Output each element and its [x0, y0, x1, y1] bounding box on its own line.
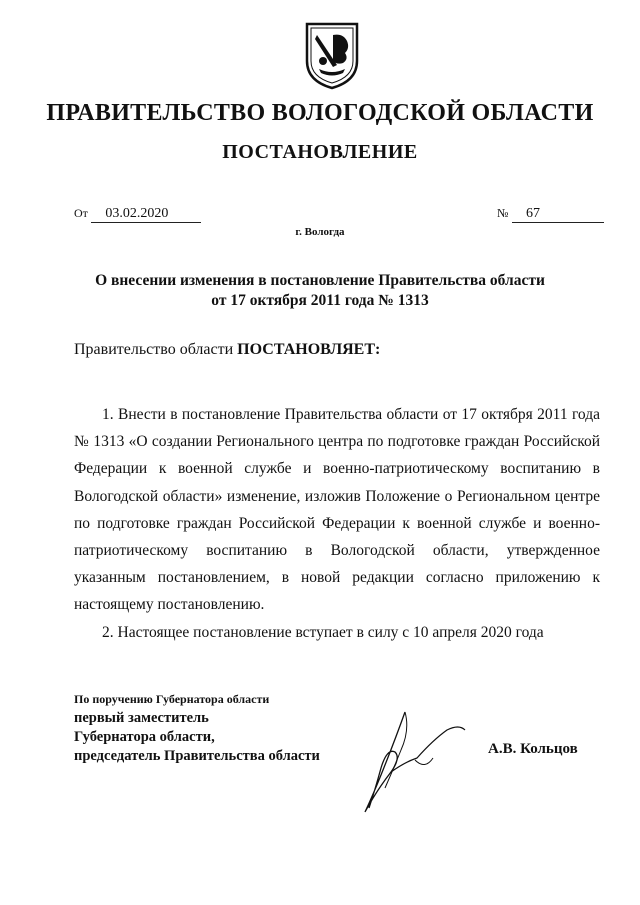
subject-line-1: О внесении изменения в постановление Правительства области	[95, 272, 545, 289]
handwritten-signature-icon	[355, 700, 480, 820]
coat-of-arms-icon	[303, 21, 361, 91]
number-label: №	[497, 206, 509, 220]
subject-heading	[0, 271, 640, 311]
signature-line-4: председатель Правительства области	[74, 748, 320, 764]
signature-line-2: первый заместитель	[74, 710, 209, 726]
document-body	[74, 401, 600, 646]
body-item-1: 1. Внести в постановление Правительства области от 17 октября 2011 года № 1313 «О создании Регионального центра по подготовке граждан Российской Федерации к военной службе и военно-патриотическому воспитанию в Вологодской области» изменение, изложив Положение о Региональном центре по подготовке граждан Российской Федерации к военной службе и военно-патриотическому воспитанию в Вологодской области, утвержденное указанным постановлением, в новой редакции согласно приложению к настоящему постановлению.	[74, 406, 600, 614]
signature-block	[74, 690, 320, 766]
number-value: 67	[512, 206, 604, 223]
preamble-text: Правительство области	[74, 341, 238, 358]
date-value: 03.02.2020	[91, 206, 201, 223]
signature-line-3: Губернатора области,	[74, 729, 215, 745]
organization-title: ПРАВИТЕЛЬСТВО ВОЛОГОДСКОЙ ОБЛАСТИ	[46, 100, 594, 126]
subject-line-2: от 17 октября 2011 года № 1313	[211, 292, 429, 309]
date-label: От	[74, 206, 88, 220]
city: г. Вологда	[295, 226, 345, 238]
preamble	[74, 341, 380, 359]
preamble-emphasis: ПОСТАНОВЛЯЕТ:	[237, 341, 381, 358]
signature-line-1: По поручению Губернатора области	[74, 692, 270, 706]
number-field	[497, 206, 604, 223]
date-field	[74, 206, 201, 223]
body-item-2: 2. Настоящее постановление вступает в силу с 10 апреля 2020 года	[102, 623, 544, 641]
signer-name: А.В. Кольцов	[488, 741, 578, 757]
document-type: ПОСТАНОВЛЕНИЕ	[222, 141, 418, 163]
